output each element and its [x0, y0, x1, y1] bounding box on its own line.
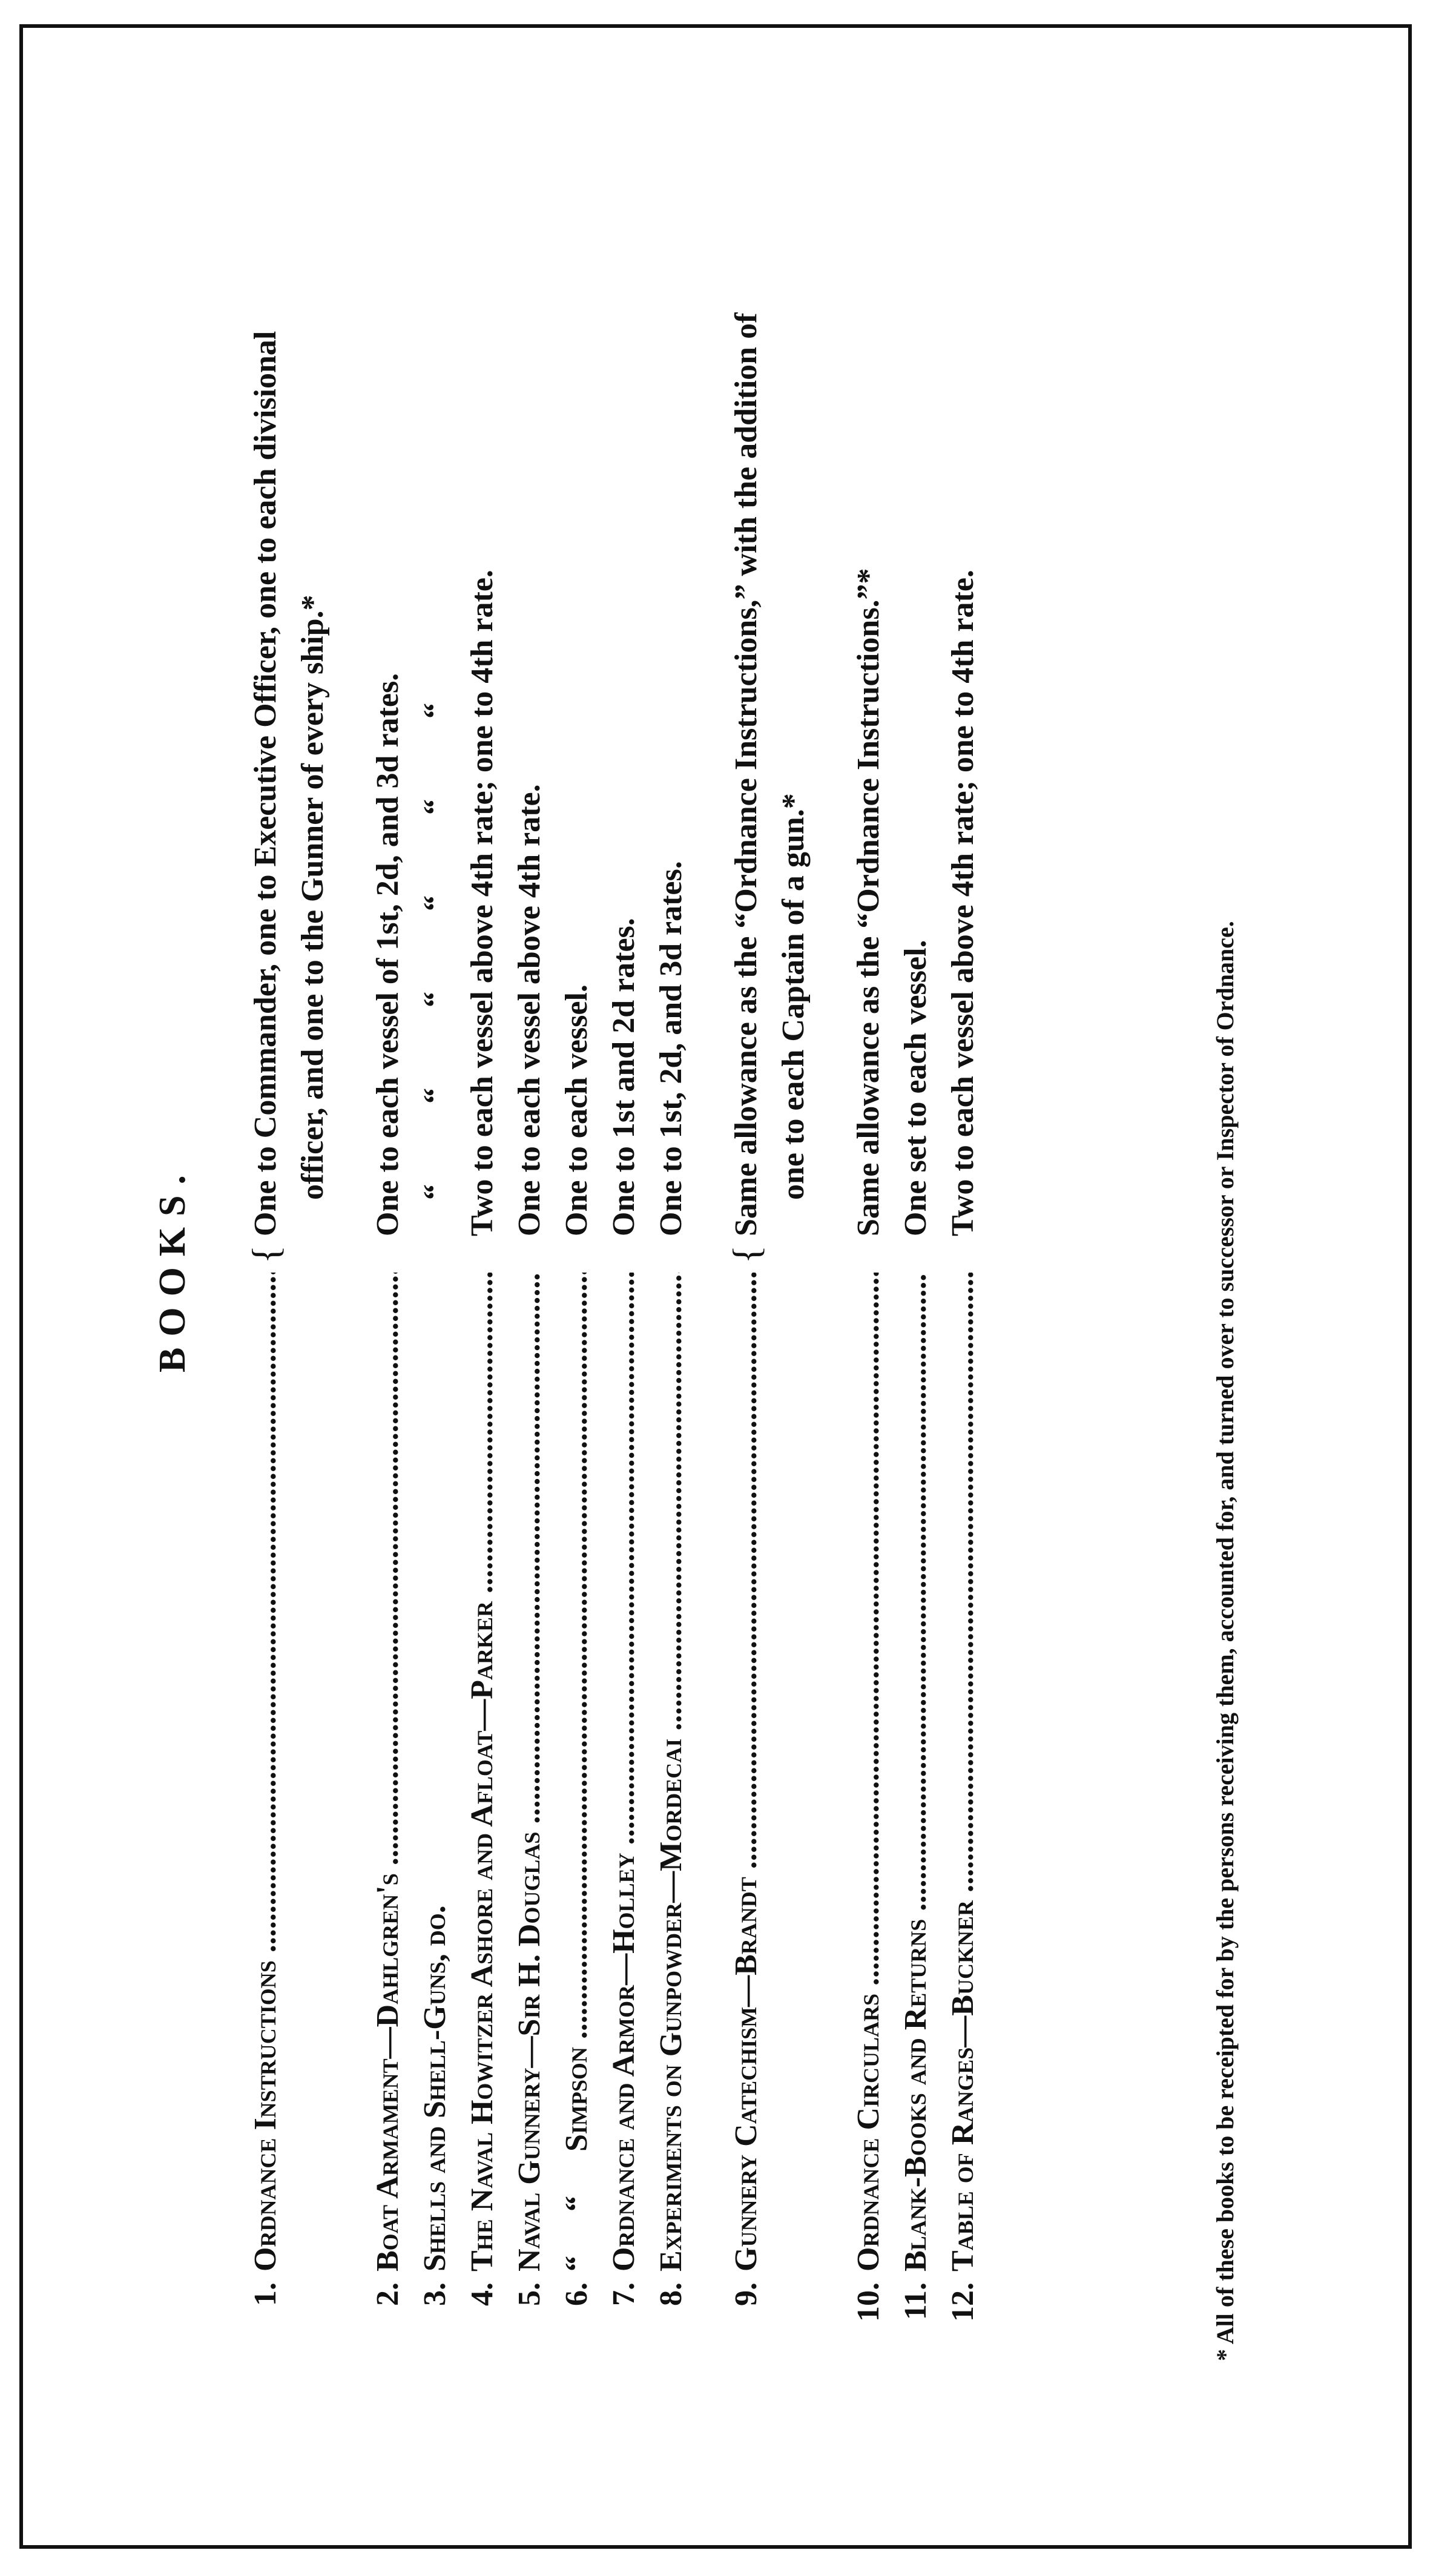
item-number: 10.: [851, 2282, 886, 2322]
list-item: [892, 97, 940, 2337]
book-title: Blank-Books and Returns: [898, 1919, 933, 2271]
list-item: [940, 97, 987, 2337]
item-number: 2.: [371, 2282, 405, 2306]
allowance-line: Two to each vessel above 4th rate; one to 4th rate.: [946, 570, 980, 1236]
leader-dots: [946, 1273, 980, 1900]
list-item: [723, 97, 817, 2337]
footnote: * All of these books to be receipted for by the persons receiving them, accounted for, and turned over to successor or Inspector of Ordnance.: [1211, 921, 1239, 2361]
leader-dots: [512, 1273, 547, 1832]
leader-dots: [371, 1273, 405, 1873]
item-number: 1.: [248, 2282, 283, 2306]
book-title: Gunnery Catechism—Brandt: [729, 1877, 763, 2271]
list-item: [412, 97, 459, 2337]
allowance-line: One set to each vessel.: [898, 940, 933, 1236]
list-item: [845, 97, 892, 2337]
item-number: 12.: [946, 2282, 980, 2322]
books-list: [242, 97, 987, 2337]
allowance-line: One to 1st, 2d, and 3d rates.: [654, 861, 688, 1236]
leader-dots: [607, 1273, 641, 1853]
item-number: 11.: [898, 2282, 933, 2321]
book-title: Ordnance and Armor—Holley: [607, 1853, 641, 2271]
book-title: The Naval Howitzer Ashore and Afloat—Parker: [465, 1601, 499, 2271]
allowance-line: Same allowance as the “Ordnance Instructions,” with the addition of: [729, 312, 763, 1236]
allowance-line: One to each vessel above 4th rate.: [512, 784, 547, 1236]
book-title: “ “ Simpson: [559, 2047, 594, 2271]
allowance-line: One to 1st and 2d rates.: [607, 918, 641, 1236]
book-title: Naval Gunnery—Sir H. Douglas: [512, 1831, 547, 2271]
book-title: Boat Armament—Dahlgren's: [371, 1873, 405, 2271]
item-number: 3.: [418, 2282, 452, 2306]
allowance-line: one to each Captain of a gun.*: [776, 793, 811, 1200]
book-title: Ordnance Instructions: [248, 1960, 283, 2271]
allowance-line: One to each vessel.: [559, 984, 594, 1236]
leader-dots: [248, 1273, 283, 1960]
list-item: [506, 97, 553, 2337]
allowance-line: Same allowance as the “Ordnance Instructions.”*: [851, 568, 886, 1236]
item-number: 4.: [465, 2282, 499, 2306]
leader-dots: [465, 1273, 499, 1601]
leader-dots: [729, 1273, 763, 1877]
list-item: [648, 97, 695, 2337]
allowance-line: One to each vessel of 1st, 2d, and 3d rates.: [371, 673, 405, 1236]
book-title: Table of Ranges—Buckner: [946, 1900, 980, 2271]
list-item: [242, 97, 337, 2337]
allowance-line: Two to each vessel above 4th rate; one to 4th rate.: [465, 570, 499, 1236]
list-item: [459, 97, 506, 2337]
leader-dots: [654, 1273, 688, 1739]
list-item: [364, 97, 412, 2337]
item-number: 7.: [607, 2282, 641, 2306]
item-number: 6.: [559, 2282, 594, 2306]
leader-dots: [898, 1273, 933, 1919]
allowance-line: One to Commander, one to Executive Officer, one to each divisional: [248, 331, 283, 1236]
item-number: 5.: [512, 2282, 547, 2306]
allowance-line: officer, and one to the Gunner of every ship.*: [295, 595, 330, 1200]
list-item: [601, 97, 648, 2337]
brace: {: [244, 1245, 287, 1264]
book-title: Shells and Shell-Guns, do.: [418, 1905, 452, 2271]
book-title: Experiments on Gunpowder—Mordecai: [654, 1738, 688, 2271]
allowance-line: “ “ “ “ “ “: [418, 703, 452, 1200]
page-title: BOOKS.: [152, 1164, 193, 1373]
item-number: 8.: [654, 2282, 688, 2306]
brace: {: [725, 1245, 768, 1264]
list-item: [553, 97, 601, 2337]
leader-dots: [559, 1273, 594, 2047]
rotated-page-content: [42, 42, 1362, 2494]
item-number: 9.: [729, 2282, 763, 2306]
book-title: Ordnance Circulars: [851, 1993, 886, 2271]
leader-dots: [851, 1273, 886, 1994]
